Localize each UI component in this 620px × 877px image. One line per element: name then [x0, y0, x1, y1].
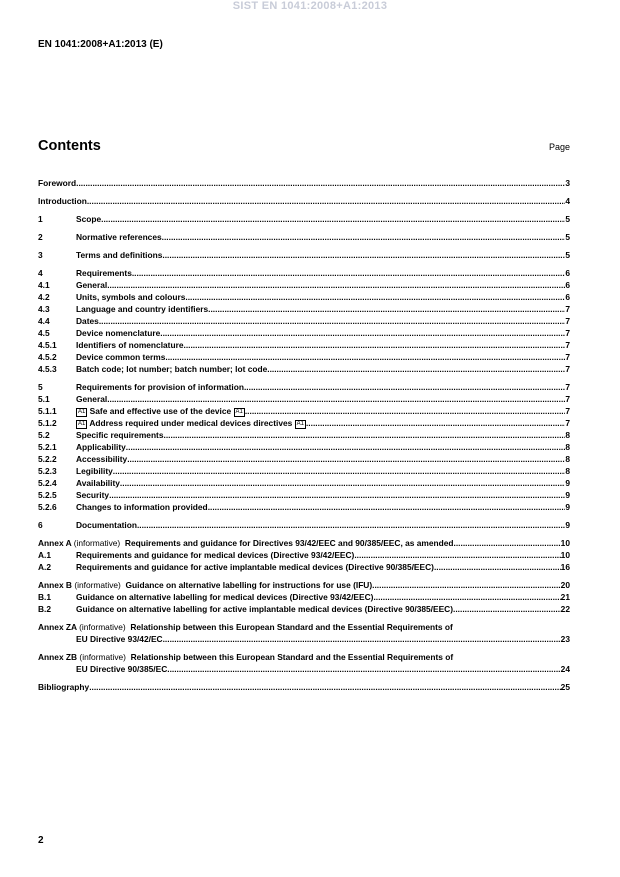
toc-entry-annex-b[interactable]: Annex B (informative) Guidance on alternative labelling for instructions for use (IFU) ..... 20 — [38, 579, 570, 591]
toc-entry-annex-za[interactable]: Annex ZA (informative) Relationship between this European Standard and the Essential Requirements of — [38, 622, 453, 632]
toc-entry-b1[interactable]: B.1 Guidance on alternative labelling for medical devices (Directive 93/42/EEC) ..... 21 — [38, 591, 570, 603]
page-column-label: Page — [548, 142, 570, 152]
toc-entry-5[interactable]: 5 Requirements for provision of information ..... 7 — [38, 381, 570, 393]
toc-entry-annex-za-continued[interactable]: EU Directive 93/42/EC ..... 23 — [76, 633, 570, 645]
toc-entry-annex-a[interactable]: Annex A (informative) Requirements and guidance for Directives 93/42/EEC and 90/385/EEC, as amended ..... 10 — [38, 537, 570, 549]
toc-entry-5-2-3[interactable]: 5.2.3 Legibility ..... 8 — [38, 465, 570, 477]
toc-entry-5-2-4[interactable]: 5.2.4 Availability ..... 9 — [38, 477, 570, 489]
toc-entry-annex-zb-continued[interactable]: EU Directive 90/385/EC ..... 24 — [76, 663, 570, 675]
toc-entry-4[interactable]: 4 Requirements ..... 6 — [38, 267, 570, 279]
toc-entry-foreword[interactable]: Foreword ..... 3 — [38, 177, 570, 189]
toc-entry-5-2-2[interactable]: 5.2.2 Accessibility ..... 8 — [38, 453, 570, 465]
toc-entry-3[interactable]: 3 Terms and definitions ..... 5 — [38, 249, 570, 261]
document-id: EN 1041:2008+A1:2013 (E) — [38, 39, 163, 50]
toc-entry-introduction[interactable]: Introduction ..... 4 — [38, 195, 570, 207]
toc-entry-2[interactable]: 2 Normative references ..... 5 — [38, 231, 570, 243]
toc-entry-4-5-1[interactable]: 4.5.1 Identifiers of nomenclature ..... 7 — [38, 339, 570, 351]
amendment-end-marker: A1 — [235, 409, 243, 415]
toc-entry-5-1[interactable]: 5.1 General ..... 7 — [38, 393, 570, 405]
toc-entry-a2[interactable]: A.2 Requirements and guidance for active implantable medical devices (Directive 90/385/EEC) ..... 16 — [38, 561, 570, 573]
toc-entry-5-2[interactable]: 5.2 Specific requirements ..... 8 — [38, 429, 570, 441]
toc-entry-4-1[interactable]: 4.1 General ..... 6 — [38, 279, 570, 291]
contents-title: Contents — [38, 138, 101, 154]
toc-entry-4-3[interactable]: 4.3 Language and country identifiers ..... 7 — [38, 303, 570, 315]
page-number: 2 — [38, 835, 44, 846]
watermark: SIST EN 1041:2008+A1:2013 — [232, 0, 388, 12]
toc-entry-b2[interactable]: B.2 Guidance on alternative labelling for active implantable medical devices (Directive 90/385/EEC) ..... 22 — [38, 603, 570, 615]
toc-entry-annex-zb[interactable]: Annex ZB (informative) Relationship between this European Standard and the Essential Requirements of — [38, 652, 454, 662]
toc-entry-4-2[interactable]: 4.2 Units, symbols and colours ..... 6 — [38, 291, 570, 303]
toc-entry-bibliography[interactable]: Bibliography ..... 25 — [38, 681, 570, 693]
toc-entry-5-2-6[interactable]: 5.2.6 Changes to information provided ..... 9 — [38, 501, 570, 513]
toc-entry-4-4[interactable]: 4.4 Dates ..... 7 — [38, 315, 570, 327]
amendment-start-marker: A1 — [78, 409, 86, 415]
table-of-contents — [38, 177, 570, 693]
toc-entry-4-5[interactable]: 4.5 Device nomenclature ..... 7 — [38, 327, 570, 339]
toc-entry-5-1-1[interactable]: 5.1.1 A1 Safe and effective use of the device A1 ..... 7 — [38, 405, 570, 417]
toc-entry-a1[interactable]: A.1 Requirements and guidance for medical devices (Directive 93/42/EEC) ..... 10 — [38, 549, 570, 561]
amendment-start-marker: A1 — [78, 421, 86, 427]
amendment-end-marker: A1 — [296, 421, 304, 427]
toc-entry-6[interactable]: 6 Documentation ..... 9 — [38, 519, 570, 531]
toc-entry-4-5-2[interactable]: 4.5.2 Device common terms ..... 7 — [38, 351, 570, 363]
toc-entry-5-1-2[interactable]: 5.1.2 A1 Address required under medical devices directives A1 ..... 7 — [38, 417, 570, 429]
toc-entry-5-2-5[interactable]: 5.2.5 Security ..... 9 — [38, 489, 570, 501]
toc-entry-1[interactable]: 1 Scope ..... 5 — [38, 213, 570, 225]
toc-entry-4-5-3[interactable]: 4.5.3 Batch code; lot number; batch number; lot code ..... 7 — [38, 363, 570, 375]
toc-entry-5-2-1[interactable]: 5.2.1 Applicability ..... 8 — [38, 441, 570, 453]
